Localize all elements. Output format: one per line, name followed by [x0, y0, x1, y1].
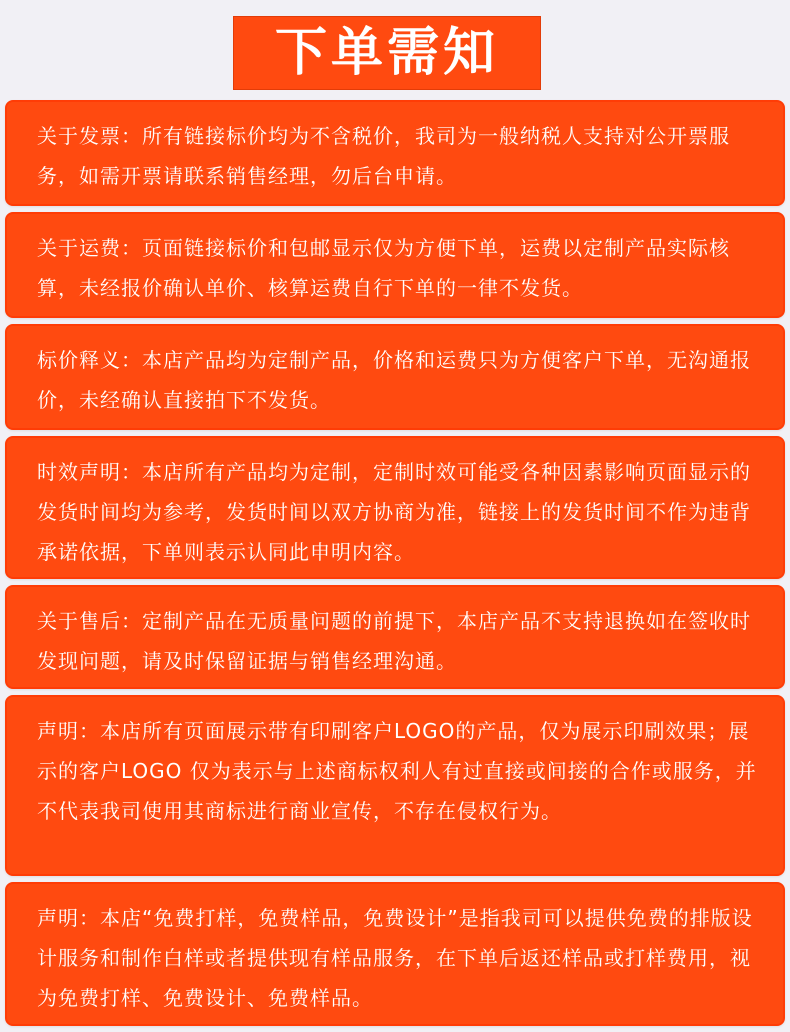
page-title: 下单需知 — [274, 22, 499, 83]
notice-after-sales-text: 关于售后：定制产品在无质量问题的前提下，本店产品不支持退换如在签收时发现问题，请及时保留证据与销售经理沟通。 — [37, 609, 751, 673]
notice-free-sample-text: 声明：本店“免费打样，免费样品，免费设计”是指我司可以提供免费的排版设计服务和制作白样或者提供现有样品服务，在下单后返还样品或打样费用，视为免费打样、免费设计、免费样品。 — [37, 906, 753, 1010]
notice-logo-statement — [5, 695, 785, 876]
notice-free-sample — [5, 882, 785, 1026]
notice-invoice-text: 关于发票：所有链接标价均为不含税价，我司为一般纳税人支持对公开票服务，如需开票请联系销售经理，勿后台申请。 — [37, 124, 730, 188]
notice-timeliness-text: 时效声明：本店所有产品均为定制，定制时效可能受各种因素影响页面显示的发货时间均为参考，发货时间以双方协商为准，链接上的发货时间不作为违背承诺依据，下单则表示认同此申明内容。 — [37, 460, 751, 564]
notice-timeliness — [5, 436, 785, 579]
notice-shipping — [5, 212, 785, 318]
notice-pricing-text: 标价释义：本店产品均为定制产品，价格和运费只为方便客户下单，无沟通报价，未经确认直接拍下不发货。 — [37, 348, 751, 412]
notice-invoice — [5, 100, 785, 206]
notice-logo-statement-text: 声明：本店所有页面展示带有印刷客户LOGO的产品，仅为展示印刷效果；展示的客户LOGO 仅为表示与上述商标权利人有过直接或间接的合作或服务，并不代表我司使用其商标进行商业宣传，不存在侵权行为。 — [37, 719, 757, 823]
title-banner — [233, 16, 541, 90]
notice-shipping-text: 关于运费：页面链接标价和包邮显示仅为方便下单，运费以定制产品实际核算，未经报价确认单价、核算运费自行下单的一律不发货。 — [37, 236, 730, 300]
notice-after-sales — [5, 585, 785, 689]
notice-pricing — [5, 324, 785, 430]
